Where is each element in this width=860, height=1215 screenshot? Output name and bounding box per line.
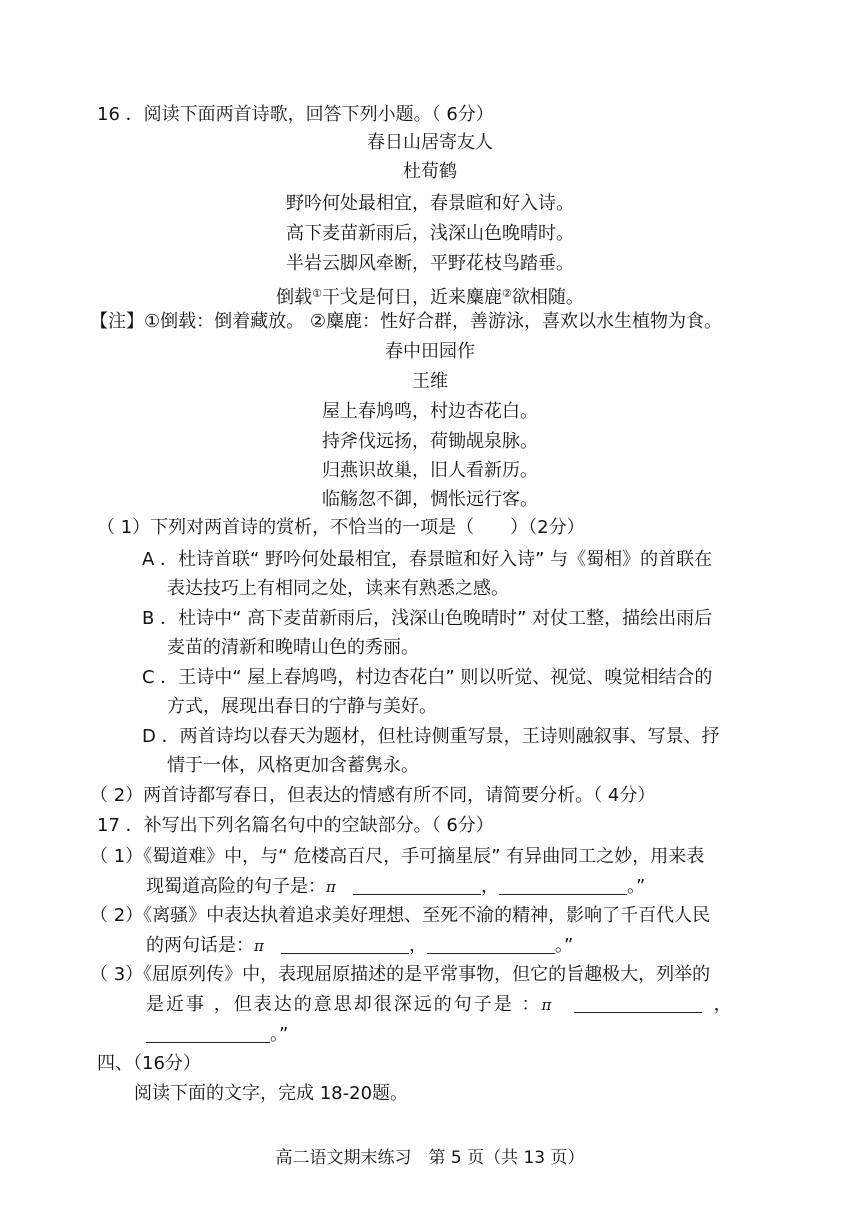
q16-sub2: （ 2）两首诗都写春日，但表达的情感有所不同，请简要分析。（ 4分） [90, 785, 656, 806]
option-d-line-1: D ．两首诗均以春天为题材，但杜诗侧重写景，王诗则融叙事、写景、抒 [142, 726, 720, 747]
fill-blank[interactable] [281, 935, 409, 954]
fill-blank[interactable] [574, 994, 702, 1013]
note-marker-2: ② [502, 287, 512, 300]
poem1-title: 春日山居寄友人 [367, 132, 493, 153]
option-b-line-1: B ．杜诗中“ 高下麦苗新雨后，浅深山色晚晴时” 对仗工整，描绘出雨后 [142, 608, 713, 629]
fill-blank[interactable] [499, 876, 627, 895]
option-a-line-1: A ．杜诗首联“ 野吟何处最相宜，春景暄和好入诗” 与《蜀相》的首联在 [142, 549, 713, 570]
poem2-author: 王维 [412, 371, 448, 392]
q17-item3-line-1: （ 3）《屈原列传》中，表现屈原描述的是平常事物，但它的旨趣极大，列举的 [90, 964, 711, 985]
fill-blank[interactable] [353, 876, 481, 895]
option-c-line-1: C ．王诗中“ 屋上春鸠鸣，村边杏花白” 则以听觉、视觉、嗅觉相结合的 [142, 667, 713, 688]
option-b-line-2: 麦苗的清新和晚晴山色的秀丽。 [167, 637, 419, 658]
q17-item2-line-2: 的两句话是：π ， 。” [146, 935, 574, 956]
option-d-line-2: 情于一体，风格更加含蓄隽永。 [167, 755, 419, 776]
question-16-title: 16 ．阅读下面两首诗歌，回答下列小题。（ 6分） [97, 104, 494, 125]
poem2-line-1: 屋上春鸠鸣，村边杏花白。 [322, 401, 538, 422]
q17-item2-line-1: （ 2）《离骚》中表达执着追求美好理想、至死不渝的精神，影响了千百代人民 [90, 905, 711, 926]
fill-blank[interactable] [146, 1024, 270, 1043]
poem-note: 【注】①倒载：倒着藏放。 ②麋鹿：性好合群，善游泳，喜欢以水生植物为食。 [90, 311, 722, 332]
fill-blank[interactable] [427, 935, 555, 954]
q17-item3-line-2: 是近事 ，但表达的意思却很深远的句子是 ：π ， [146, 994, 732, 1015]
poem2-line-4: 临觞忽不御，惆怅远行客。 [322, 489, 538, 510]
poem1-line-4: 倒载①干戈是何日，近来麋鹿②欲相随。 [276, 287, 584, 308]
poem1-line-1: 野吟何处最相宜，春景暄和好入诗。 [286, 193, 574, 214]
question-17-title: 17 ．补写出下列名篇名句中的空缺部分。（ 6分） [97, 815, 494, 836]
option-c-line-2: 方式，展现出春日的宁静与美好。 [167, 696, 437, 717]
poem1-line-3: 半岩云脚风牵断，平野花枝鸟踏垂。 [286, 253, 574, 274]
poem1-line-2: 高下麦苗新雨后，浅深山色晚晴时。 [286, 223, 574, 244]
poem2-title: 春中田园作 [385, 341, 475, 362]
q17-item1-line-1: （ 1）《蜀道难》中，与“ 危楼高百尺，手可摘星辰” 有异曲同工之妙，用来表 [90, 846, 705, 867]
section-4-title: 四、（16分） [97, 1053, 201, 1074]
poem2-line-2: 持斧伐远扬，荷锄觇泉脉。 [322, 431, 538, 452]
section-4-instruction: 阅读下面的文字，完成 18-20题。 [134, 1083, 409, 1104]
page-footer: 高二语文期末练习 第 5 页（共 13 页） [275, 1148, 585, 1168]
option-a-line-2: 表达技巧上有相同之处，读来有熟悉之感。 [167, 578, 509, 599]
poem2-line-3: 归燕识故巢，旧人看新历。 [322, 460, 538, 481]
q17-item1-line-2: 现蜀道高险的句子是：π ， 。” [146, 876, 646, 897]
q17-item3-line-3: 。” [146, 1023, 288, 1047]
note-marker-1: ① [312, 287, 322, 300]
poem1-author: 杜荀鹤 [403, 161, 457, 182]
q16-sub1-stem: （ 1）下列对两首诗的赏析，不恰当的一项是（ ）（2分） [97, 517, 585, 538]
